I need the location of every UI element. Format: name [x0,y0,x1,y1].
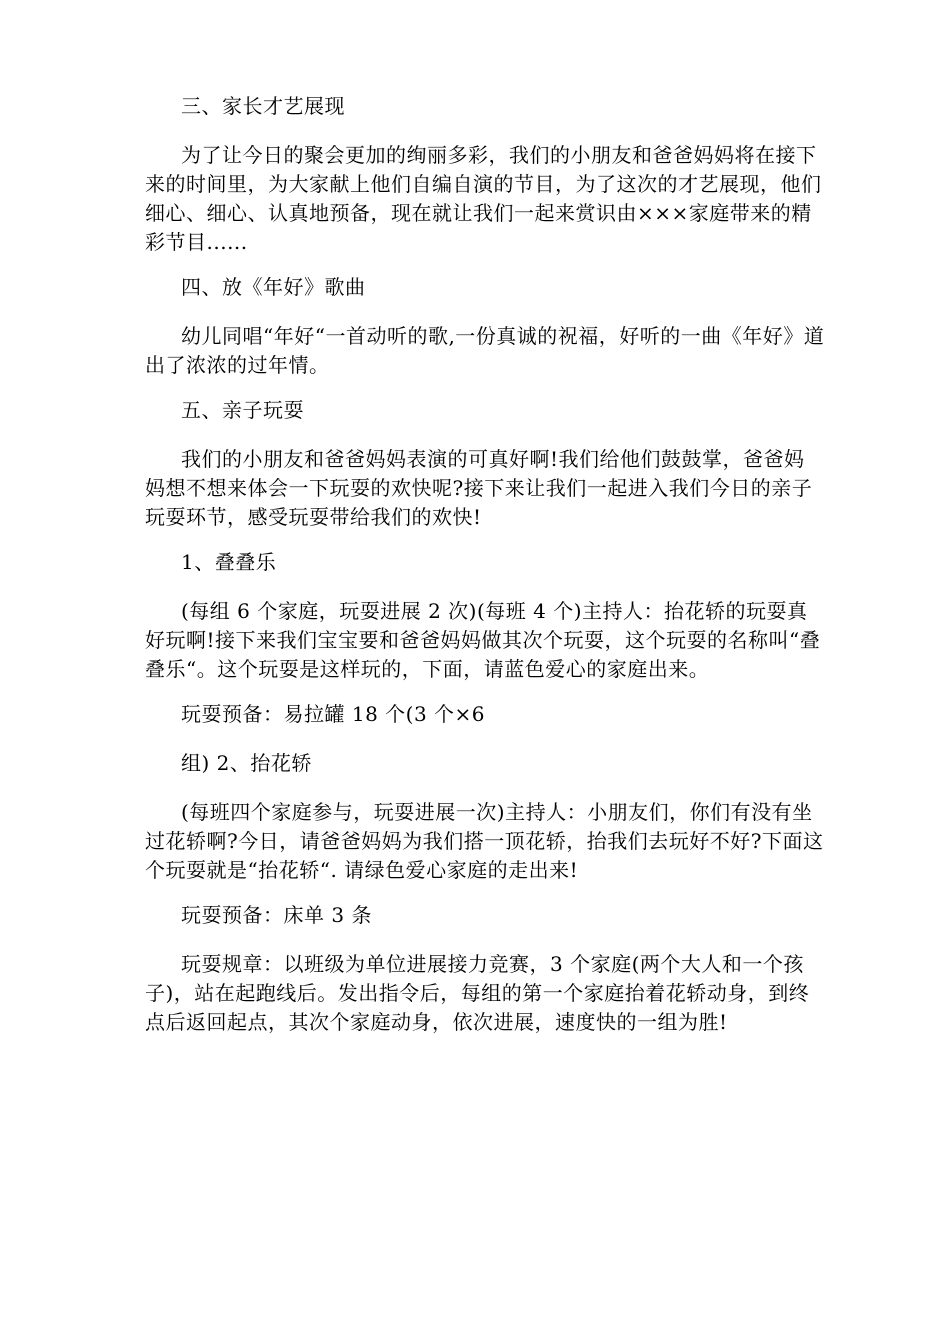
paragraph-sedan-materials: 玩耍预备：床单 3 条 [181,903,372,927]
section-heading-new-year-song: 四、放《年好》歌曲 [181,275,366,299]
subheading-sedan-game: 组) 2、抬花轿 [181,751,312,775]
paragraph-sedan-game: (每班四个家庭参与，玩耍进展一次)主持人：小朋友们，你们有没有坐过花轿啊?今日，请爸爸妈妈为我们搭一顶花轿，抬我们去玩好不好?下面这个玩耍就是“抬花轿“. 请绿色爱心家庭的走出来! [145,800,824,882]
subheading-stacking-game: 1、叠叠乐 [181,550,277,574]
document-body [145,92,825,1053]
paragraph-talent-show: 为了让今日的聚会更加的绚丽多彩，我们的小朋友和爸爸妈妈将在接下来的时间里，为大家献上他们自编自演的节目，为了这次的才艺展现，他们细心、细心、认真地预备，现在就让我们一起来赏识由×××家庭带来的精彩节目...... [145,143,822,254]
paragraph-parent-child-games: 我们的小朋友和爸爸妈妈表演的可真好啊!我们给他们鼓鼓掌，爸爸妈妈想不想来体会一下玩耍的欢快呢?接下来让我们一起进入我们今日的亲子玩耍环节，感受玩耍带给我们的欢快! [145,447,813,529]
paragraph-new-year-song: 幼儿同唱“年好“一首动听的歌,一份真诚的祝福，好听的一曲《年好》道出了浓浓的过年情。 [145,324,825,377]
paragraph-sedan-rules: 玩耍规章：以班级为单位进展接力竞赛，3 个家庭(两个大人和一个孩子)，站在起跑线后。发出指令后，每组的第一个家庭抬着花轿动身，到终点后返回起点，其次个家庭动身，依次进展，速度快的一组为胜! [145,952,810,1034]
section-heading-parent-child-games: 五、亲子玩耍 [181,398,304,422]
paragraph-stacking-materials: 玩耍预备：易拉罐 18 个(3 个×6 [181,702,486,726]
paragraph-stacking-game: (每组 6 个家庭，玩耍进展 2 次)(每班 4 个)主持人：抬花轿的玩耍真好玩啊!接下来我们宝宝要和爸爸妈妈做其次个玩耍，这个玩耍的名称叫“叠叠乐“。这个玩耍是这样玩的，下面，请蓝色爱心的家庭出来。 [145,599,821,681]
section-heading-talent-show: 三、家长才艺展现 [181,94,345,118]
